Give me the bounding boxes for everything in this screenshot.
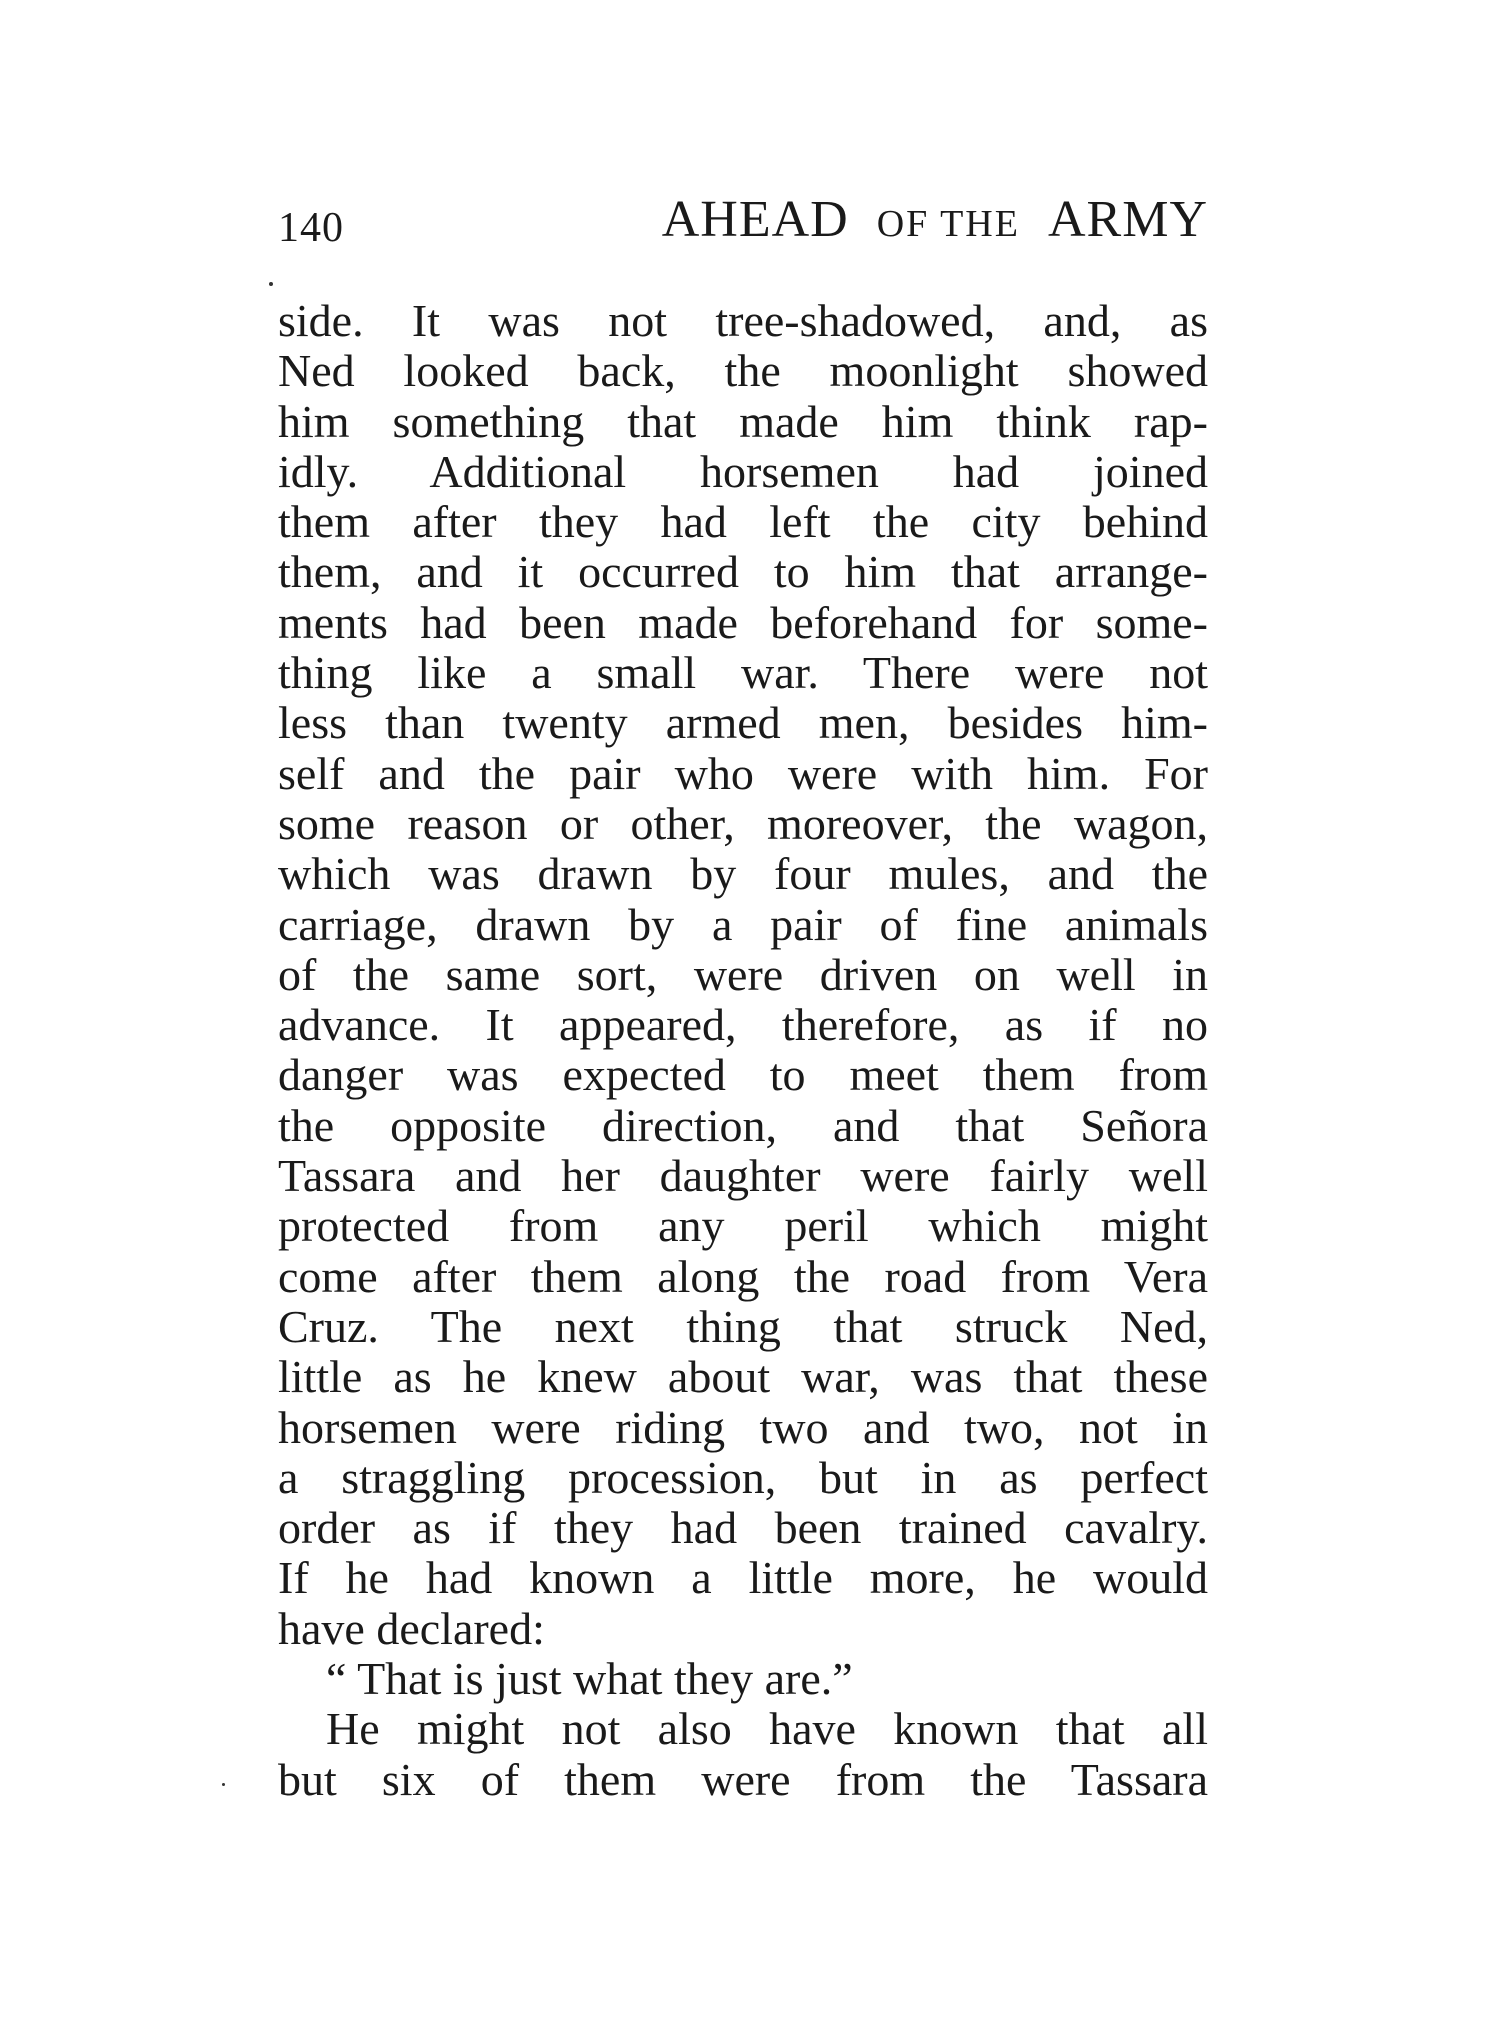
text-line: idly. Additional horsemen had joined (278, 445, 1208, 497)
paragraph-first-line: He might not also have known that all (326, 1703, 1208, 1755)
text-line: protected from any peril which might (278, 1200, 1208, 1252)
text-line: but six of them were from the Tassara (278, 1753, 1208, 1805)
text-line: side. It was not tree-shadowed, and, as (278, 295, 1208, 346)
text-line: some reason or other, moreover, the wagon, (278, 797, 1208, 849)
page-number: 140 (278, 205, 344, 251)
text-line: Ned looked back, the moonlight showed (278, 345, 1208, 397)
running-header (278, 190, 1208, 260)
text-line: Tassara and her daughter were fairly well (278, 1150, 1208, 1202)
text-line: have declared: (278, 1602, 545, 1654)
print-speck (269, 282, 273, 286)
text-line: If he had known a little more, he would (278, 1552, 1208, 1604)
text-line: of the same sort, were driven on well in (278, 948, 1208, 1000)
text-line: a straggling procession, but in as perfect (278, 1451, 1208, 1503)
title-word-ahead: AHEAD (661, 191, 849, 248)
running-title (662, 190, 1208, 254)
text-line: which was drawn by four mules, and the (278, 848, 1208, 900)
text-line: less than twenty armed men, besides him- (278, 697, 1208, 749)
text-line: thing like a small war. There were not (278, 647, 1208, 699)
text-line: little as he knew about war, was that these (278, 1351, 1208, 1403)
text-line: the opposite direction, and that Señora (278, 1099, 1208, 1151)
text-line: come after them along the road from Vera (278, 1250, 1208, 1302)
title-words-of-the: OF THE (876, 203, 1020, 245)
text-line: advance. It appeared, therefore, as if no (278, 999, 1208, 1051)
title-word-army: ARMY (1047, 191, 1208, 248)
text-line: them after they had left the city behind (278, 496, 1208, 548)
print-speck (222, 1783, 225, 1786)
text-line: ments had been made beforehand for some- (278, 596, 1208, 648)
body-text (278, 296, 1208, 1805)
text-line: Cruz. The next thing that struck Ned, (278, 1300, 1208, 1352)
dialogue-line: “ That is just what they are.” (326, 1653, 853, 1705)
text-line: self and the pair who were with him. For (278, 747, 1208, 799)
text-line: them, and it occurred to him that arrange- (278, 546, 1208, 598)
text-line: horsemen were riding two and two, not in (278, 1401, 1208, 1453)
text-line: order as if they had been trained cavalry. (278, 1502, 1208, 1554)
text-line: carriage, drawn by a pair of fine animals (278, 898, 1208, 950)
text-line: danger was expected to meet them from (278, 1049, 1208, 1101)
text-line: him something that made him think rap- (278, 395, 1208, 447)
